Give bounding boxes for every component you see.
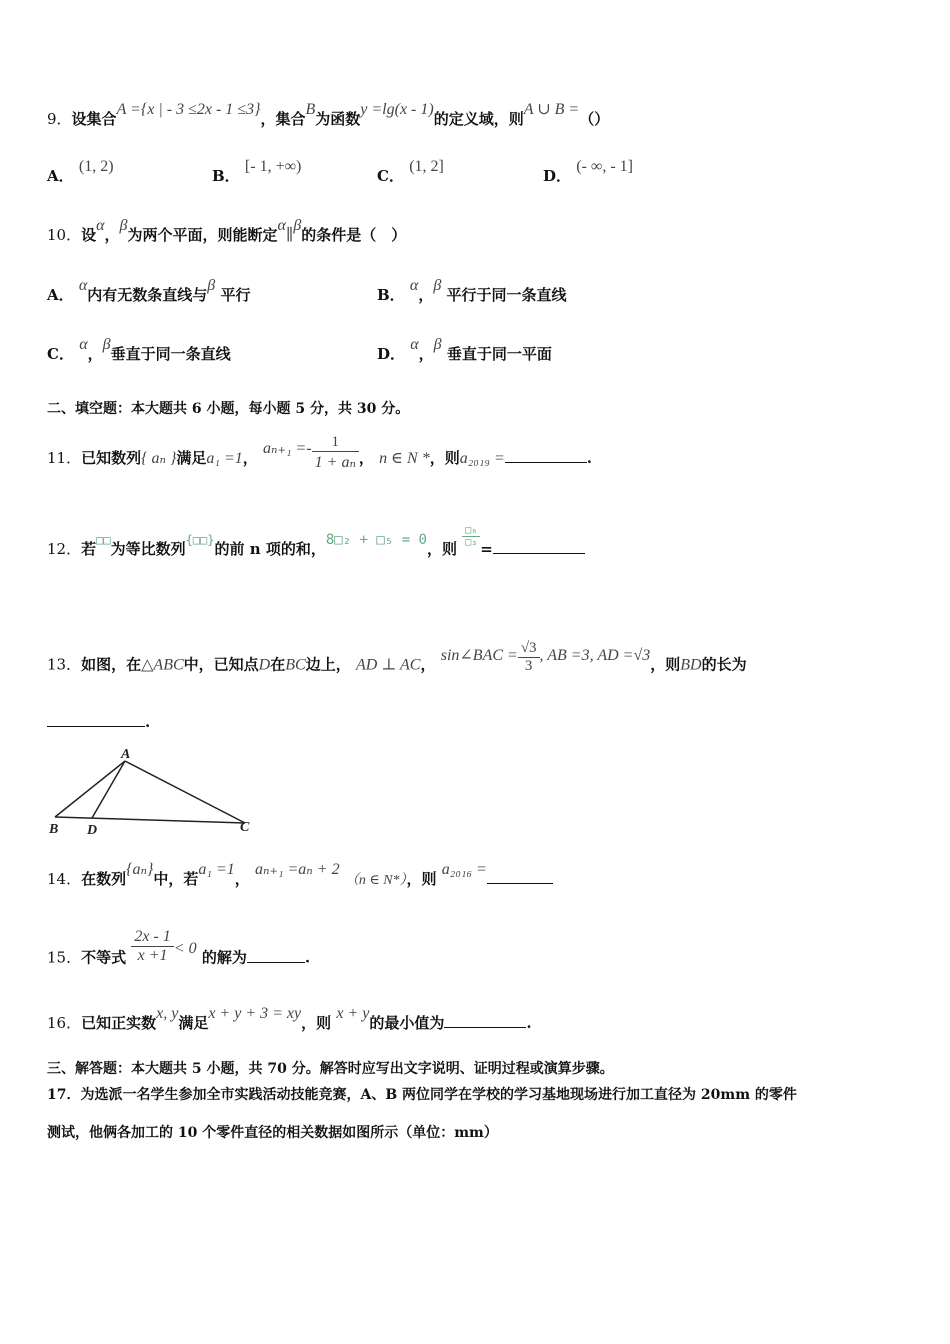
q13-stem: 13．如图，在△ABC中，已知点D在BC边上， AD ⊥ AC， sin∠BAC = $\frac{√3}{3}$ , AB =3, AD =√3，则BD的长为: [47, 640, 747, 674]
side-bc: [55, 817, 245, 823]
q17-line-2: 测试，他俩各加工的 10 个零件直径的相关数据如图所示（单位：mm）: [47, 1125, 498, 1141]
q10-option-b[interactable]: B． α，β 平行于同一条直线: [377, 277, 567, 304]
q13-answer-blank[interactable]: [47, 712, 145, 727]
missing-glyph-icon: {□□}: [185, 533, 215, 547]
q14-answer-blank[interactable]: [487, 869, 553, 884]
q10-option-c[interactable]: C． α，β垂直于同一条直线: [47, 336, 231, 363]
side-ac: [125, 761, 245, 823]
q16-stem: 16．已知正实数x, y满足x + y + 3 = xy，则 x + y的最小值为 .: [47, 1005, 532, 1032]
missing-glyph-icon: □□: [96, 533, 111, 547]
q15-fraction: $\frac{2x - 1}{x +1}$: [131, 928, 173, 965]
q15-stem: 15．不等式 $\frac{2x - 1}{x +1}$ < 0 的解为 .: [47, 928, 311, 967]
union-expr: A ∪ B =: [523, 101, 580, 118]
q17-line-1: 17．为选派一名学生参加全市实践活动技能竞赛，A、B 两位同学在学校的学习基地现场进行加工直径为 20mm 的零件: [47, 1087, 797, 1103]
q9-stem: 9．设集合A ={x | - 3 ≤2x - 1 ≤3}，集合B为函数y =lg(x - 1)的定义域，则A ∪ B =（）: [47, 101, 610, 128]
side-ab: [55, 761, 125, 817]
q12-equation: 8□₂ + □₅ = 0: [325, 532, 427, 548]
label-a: A: [121, 747, 131, 762]
q14-stem: 14．在数列{aₙ}中，若a₁ =1， aₙ₊₁ =aₙ + 2 （n ∈ N*），则 a₂₀₁₆ =: [47, 868, 553, 889]
q11-stem: 11．已知数列{ aₙ }满足a₁ =1， aₙ₊₁ =- $\frac{1}{\text{1 + aₙ}}$ ， n ∈ N *，则a₂₀₁₉ = .: [47, 434, 592, 471]
label-d: D: [87, 823, 98, 838]
q9-option-b[interactable]: B． [- 1, +∞): [212, 158, 302, 185]
q12-fraction: $\frac{\text{□₆}}{\text{□₃}}$: [462, 525, 480, 548]
segment-ad: [92, 761, 125, 818]
q13-fraction: $\frac{√3}{3}$: [518, 640, 540, 675]
set-a-expr: A ={x | - 3 ≤2x - 1 ≤3}: [116, 101, 261, 118]
function-expr: y =lg(x - 1): [360, 101, 434, 118]
q13-answer-line: .: [47, 712, 150, 731]
q11-answer-blank[interactable]: [505, 448, 587, 463]
q16-answer-blank[interactable]: [444, 1013, 526, 1028]
q10-stem: 10．设α，β为两个平面，则能断定α∥β的条件是（ ）: [47, 217, 407, 244]
label-c: C: [240, 820, 250, 835]
section-heading-solutions: 三、解答题：本大题共 5 小题，共 70 分。解答时应写出文字说明、证明过程或演算步骤。: [47, 1061, 614, 1077]
q9-option-d[interactable]: D． (- ∞, - 1]: [543, 158, 633, 185]
q12-answer-blank[interactable]: [493, 539, 585, 554]
section-heading-fill-in: 二、填空题：本大题共 6 小题，每小题 5 分，共 30 分。: [47, 401, 410, 417]
q15-answer-blank[interactable]: [247, 948, 305, 963]
q9-option-a[interactable]: A． (1, 2): [47, 158, 114, 185]
q10-option-a[interactable]: A． α内有无数条直线与β 平行: [47, 277, 251, 304]
label-b: B: [49, 822, 59, 837]
q11-fraction: $\frac{1}{\text{1 + aₙ}}$: [312, 434, 359, 472]
triangle-figure: [45, 745, 265, 840]
q10-option-d[interactable]: D． α，β 垂直于同一平面: [377, 336, 552, 363]
q12-stem: 12．若□□为等比数列{□□}的前 n 项的和，8□₂ + □₅ = 0，则 $\frac{\text{□₆}}{\text{□₃}}$ =: [47, 538, 585, 562]
q9-option-c[interactable]: C． (1, 2]: [377, 158, 444, 185]
